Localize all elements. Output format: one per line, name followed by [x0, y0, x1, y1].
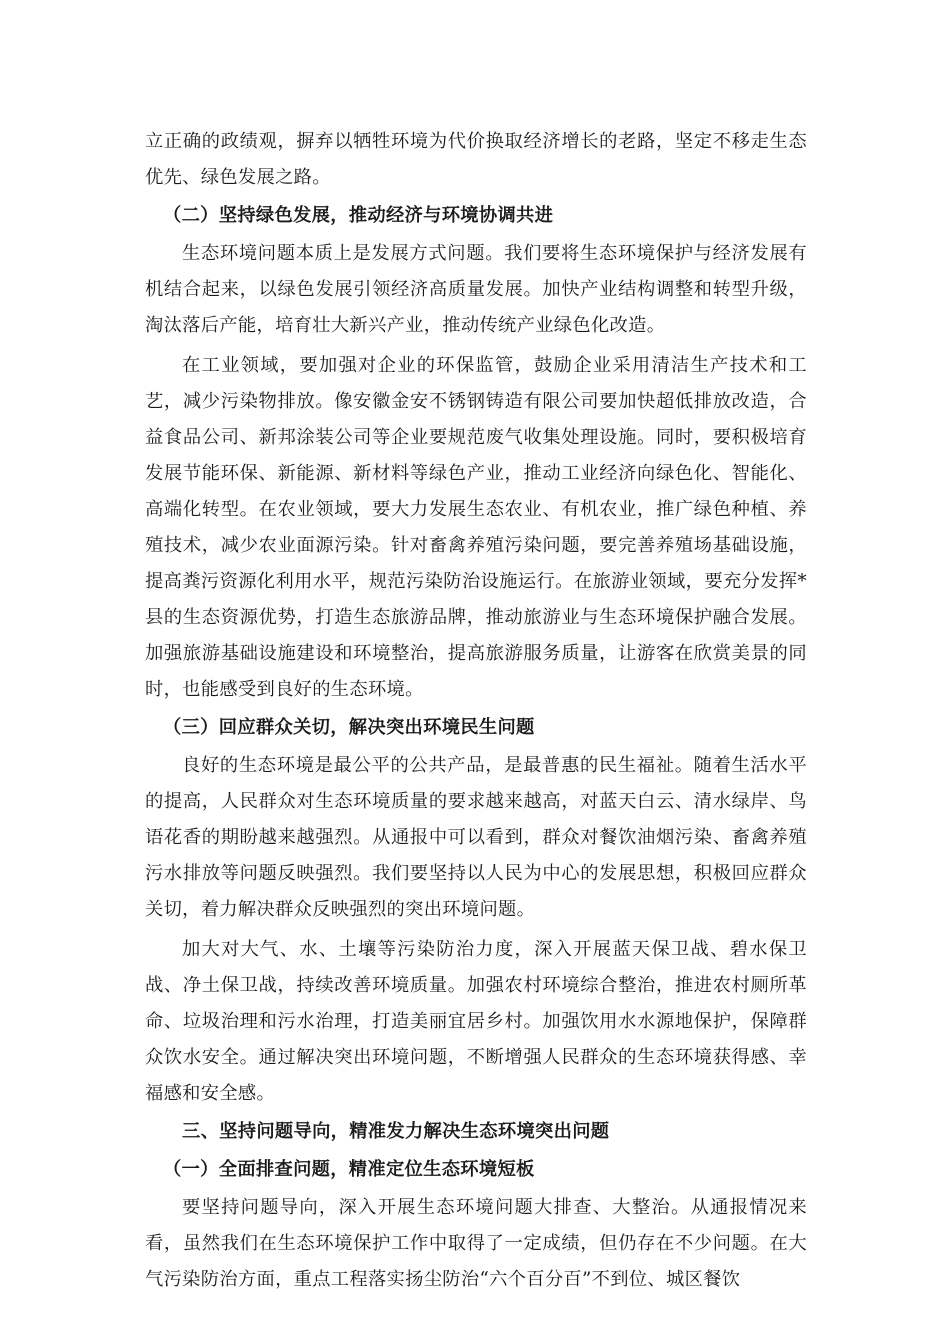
document-body	[145, 124, 807, 1298]
paragraph-continued: 立正确的政绩观，摒弃以牺牲环境为代价换取经济增长的老路，坚定不移走生态优先、绿色发展之路。	[145, 131, 807, 188]
paragraph: 良好的生态环境是最公平的公共产品，是最普惠的民生福祉。随着生活水平的提高，人民群众对生态环境质量的要求越来越高，对蓝天白云、清水绿岸、鸟语花香的期盼越来越强烈。从通报中可以看到，群众对餐饮油烟污染、畜禽养殖污水排放等问题反映强烈。我们要坚持以人民为中心的发展思想，积极回应群众关切，着力解决群众反映强烈的突出环境问题。	[145, 755, 807, 920]
section-heading-2-3: （三）回应群众关切，解决突出环境民生问题	[163, 717, 535, 738]
paragraph: 要坚持问题导向，深入开展生态环境问题大排查、大整治。从通报情况来看，虽然我们在生态环境保护工作中取得了一定成绩，但仍存在不少问题。在大气污染防治方面，重点工程落实扬尘防治“六个百分百”不到位、城区餐饮	[145, 1197, 807, 1290]
section-heading-2-2: （二）坚持绿色发展，推动经济与环境协调共进	[163, 205, 554, 226]
section-heading-3: 三、坚持问题导向，精准发力解决生态环境突出问题	[182, 1121, 610, 1142]
paragraph: 生态环境问题本质上是发展方式问题。我们要将生态环境保护与经济发展有机结合起来，以绿色发展引领经济高质量发展。加快产业结构调整和转型升级，淘汰落后产能，培育壮大新兴产业，推动传统产业绿色化改造。	[145, 243, 807, 336]
paragraph: 在工业领域，要加强对企业的环保监管，鼓励企业采用清洁生产技术和工艺，减少污染物排放。像安徽金安不锈钢铸造有限公司要加快超低排放改造，合益食品公司、新邦涂装公司等企业要规范废气收集处理设施。同时，要积极培育发展节能环保、新能源、新材料等绿色产业，推动工业经济向绿色化、智能化、高端化转型。在农业领域，要大力发展生态农业、有机农业，推广绿色种植、养殖技术，减少农业面源污染。针对畜禽养殖污染问题，要完善养殖场基础设施，提高粪污资源化利用水平，规范污染防治设施运行。在旅游业领域，要充分发挥*县的生态资源优势，打造生态旅游品牌，推动旅游业与生态环境保护融合发展。加强旅游基础设施建设和环境整治，提高旅游服务质量，让游客在欣赏美景的同时，也能感受到良好的生态环境。	[145, 355, 807, 700]
section-heading-3-1: （一）全面排查问题，精准定位生态环境短板	[163, 1159, 535, 1180]
paragraph: 加大对大气、水、土壤等污染防治力度，深入开展蓝天保卫战、碧水保卫战、净土保卫战，持续改善环境质量。加强农村环境综合整治，推进农村厕所革命、垃圾治理和污水治理，打造美丽宜居乡村。加强饮用水水源地保护，保障群众饮水安全。通过解决突出环境问题，不断增强人民群众的生态环境获得感、幸福感和安全感。	[145, 939, 807, 1104]
